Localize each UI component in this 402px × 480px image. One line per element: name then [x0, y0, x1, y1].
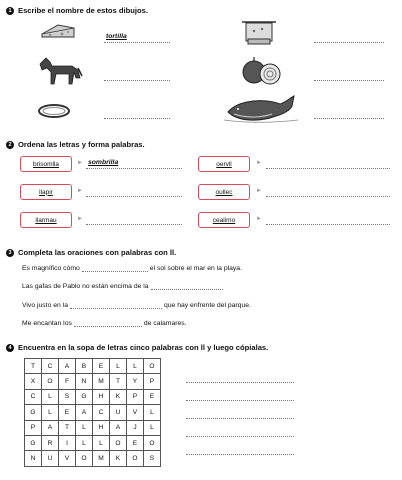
- grid-cell[interactable]: S: [59, 389, 76, 404]
- ring-icon: [36, 102, 72, 120]
- answer-line[interactable]: [266, 168, 390, 169]
- section3-title: [6, 248, 176, 257]
- grid-cell[interactable]: A: [42, 420, 59, 435]
- answer-line[interactable]: [86, 168, 182, 169]
- answer-line[interactable]: [314, 118, 384, 119]
- section-number: 1: [6, 7, 14, 15]
- scrambled-word-box: llapir: [20, 184, 72, 200]
- grid-cell[interactable]: O: [144, 435, 161, 450]
- answer-line[interactable]: [266, 196, 390, 197]
- sentence-3: Vivo justo en la que hay enfrente del parque.: [22, 302, 251, 309]
- grid-cell[interactable]: L: [110, 359, 127, 374]
- arrow-right-icon: ►: [77, 188, 83, 194]
- grid-cell[interactable]: P: [144, 374, 161, 389]
- sentence-4: Me encantan los de calamares.: [22, 320, 187, 327]
- arrow-right-icon: ►: [256, 216, 262, 222]
- section1-title: [6, 6, 148, 15]
- horse-icon: [32, 54, 84, 88]
- answer-line[interactable]: [266, 224, 390, 225]
- section-title-text: Escribe el nombre de estos dibujos.: [18, 6, 148, 15]
- grid-cell[interactable]: O: [144, 359, 161, 374]
- grid-row: [25, 389, 161, 404]
- section-number: 4: [6, 344, 14, 352]
- answer-line[interactable]: [186, 382, 294, 383]
- grid-cell[interactable]: O: [42, 374, 59, 389]
- grid-cell[interactable]: M: [93, 451, 110, 466]
- grid-cell[interactable]: H: [93, 389, 110, 404]
- grid-cell[interactable]: F: [59, 374, 76, 389]
- sentence-1: Es magnífico cómo el sol sobre el mar en la playa.: [22, 265, 242, 272]
- answer-blank[interactable]: [74, 320, 142, 327]
- towel-icon: [238, 18, 280, 50]
- grid-cell[interactable]: L: [76, 420, 93, 435]
- grid-cell[interactable]: E: [59, 405, 76, 420]
- grid-cell[interactable]: N: [25, 451, 42, 466]
- answer-line[interactable]: [186, 418, 294, 419]
- grid-cell[interactable]: I: [59, 435, 76, 450]
- answer-line[interactable]: [186, 436, 294, 437]
- grid-cell[interactable]: N: [76, 374, 93, 389]
- grid-cell[interactable]: A: [59, 359, 76, 374]
- grid-row: [25, 374, 161, 389]
- answer-line[interactable]: [86, 196, 182, 197]
- answer-blank[interactable]: [82, 265, 148, 272]
- section4-title: [6, 343, 268, 352]
- grid-cell[interactable]: S: [144, 451, 161, 466]
- grid-cell[interactable]: R: [42, 435, 59, 450]
- section2-title: [6, 140, 145, 149]
- grid-cell[interactable]: L: [144, 420, 161, 435]
- scrambled-word-box: cealimo: [198, 212, 250, 228]
- grid-row: [25, 405, 161, 420]
- arrow-right-icon: ►: [77, 216, 83, 222]
- section-number: 2: [6, 141, 14, 149]
- grid-row: [25, 435, 161, 450]
- scrambled-word-box: brisomlla: [20, 156, 72, 172]
- scrambled-word-box: llarmau: [20, 212, 72, 228]
- arrow-right-icon: ►: [256, 188, 262, 194]
- answer-blank[interactable]: [151, 283, 223, 290]
- answer-line[interactable]: [186, 454, 294, 455]
- grid-cell[interactable]: C: [42, 359, 59, 374]
- grid-cell[interactable]: V: [127, 405, 144, 420]
- answer-blank[interactable]: [70, 302, 162, 309]
- grid-cell[interactable]: C: [25, 389, 42, 404]
- grid-cell[interactable]: U: [42, 451, 59, 466]
- cheese-icon: [40, 22, 76, 40]
- grid-cell[interactable]: Y: [127, 374, 144, 389]
- section-title-text: Completa las oraciones con palabras con ll.: [18, 248, 177, 257]
- example-answer-tortilla: tortilla: [106, 33, 127, 40]
- grid-cell[interactable]: L: [42, 389, 59, 404]
- grid-cell[interactable]: E: [93, 359, 110, 374]
- grid-cell[interactable]: L: [127, 359, 144, 374]
- grid-cell[interactable]: A: [110, 420, 127, 435]
- grid-cell[interactable]: T: [110, 374, 127, 389]
- grid-cell[interactable]: T: [59, 420, 76, 435]
- section-title-text: Ordena las letras y forma palabras.: [18, 140, 145, 149]
- grid-cell[interactable]: O: [127, 451, 144, 466]
- onion-icon: [240, 54, 284, 88]
- grid-cell[interactable]: T: [25, 359, 42, 374]
- grid-cell[interactable]: P: [25, 420, 42, 435]
- grid-cell[interactable]: M: [93, 374, 110, 389]
- scrambled-word-box: oullec: [198, 184, 250, 200]
- word-search-grid: [24, 358, 161, 467]
- grid-cell[interactable]: J: [127, 420, 144, 435]
- answer-line[interactable]: [86, 224, 182, 225]
- section-title-text: Encuentra en la sopa de letras cinco palabras con ll y luego cópialas.: [18, 343, 269, 352]
- grid-cell[interactable]: K: [110, 389, 127, 404]
- section-number: 3: [6, 249, 14, 257]
- grid-cell[interactable]: X: [25, 374, 42, 389]
- answer-line[interactable]: [186, 400, 294, 401]
- grid-cell[interactable]: B: [76, 359, 93, 374]
- grid-row: [25, 420, 161, 435]
- grid-cell[interactable]: V: [59, 451, 76, 466]
- grid-cell[interactable]: P: [127, 389, 144, 404]
- answer-line[interactable]: [314, 80, 384, 81]
- grid-cell[interactable]: G: [76, 389, 93, 404]
- grid-cell[interactable]: E: [144, 389, 161, 404]
- grid-cell[interactable]: A: [76, 405, 93, 420]
- grid-cell[interactable]: U: [110, 405, 127, 420]
- grid-cell[interactable]: L: [144, 405, 161, 420]
- grid-row: [25, 359, 161, 374]
- example-answer-sombrilla: sombrilla: [88, 159, 119, 166]
- grid-cell[interactable]: O: [110, 435, 127, 450]
- grid-cell[interactable]: L: [76, 435, 93, 450]
- grid-row: [25, 451, 161, 466]
- grid-cell[interactable]: O: [76, 451, 93, 466]
- arrow-right-icon: ►: [256, 160, 262, 166]
- grid-cell[interactable]: L: [42, 405, 59, 420]
- grid-cell[interactable]: C: [93, 405, 110, 420]
- grid-cell[interactable]: E: [127, 435, 144, 450]
- scrambled-word-box: oervll: [198, 156, 250, 172]
- answer-line[interactable]: [314, 42, 384, 43]
- whale-icon: [224, 92, 298, 126]
- grid-cell[interactable]: H: [93, 420, 110, 435]
- sentence-2: Las gafas de Pablo no están encima de la: [22, 283, 225, 290]
- arrow-right-icon: ►: [77, 160, 83, 166]
- answer-line[interactable]: [104, 118, 170, 119]
- grid-cell[interactable]: K: [110, 451, 127, 466]
- grid-cell[interactable]: G: [25, 405, 42, 420]
- answer-line[interactable]: [104, 42, 170, 43]
- grid-cell[interactable]: L: [93, 435, 110, 450]
- answer-line[interactable]: [104, 80, 170, 81]
- grid-cell[interactable]: G: [25, 435, 42, 450]
